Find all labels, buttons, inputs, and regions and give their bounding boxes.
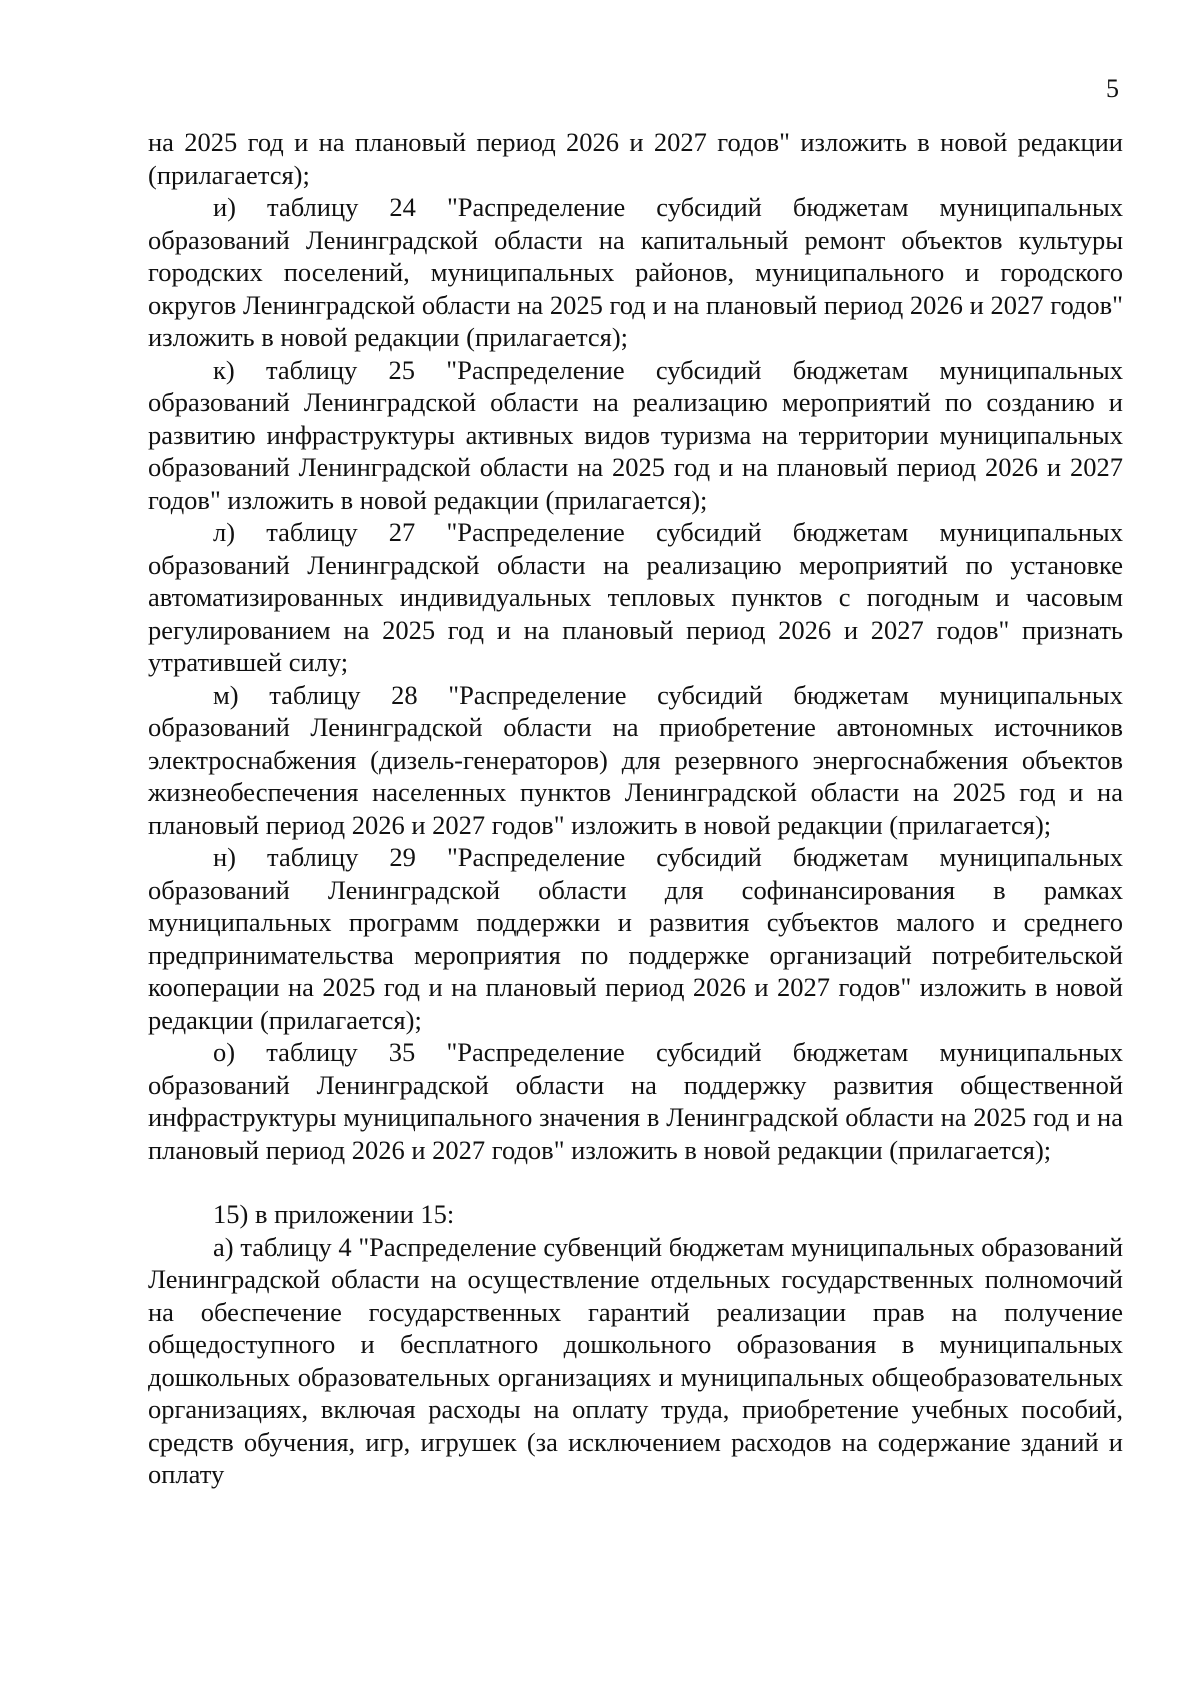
paragraph-continuation: на 2025 год и на плановый период 2026 и 2027 годов" изложить в новой редакции (прилагается); bbox=[148, 127, 1123, 190]
paragraph-item-o: о) таблицу 35 "Распределение субсидий бюджетам муниципальных образований Ленинградской области на поддержку развития общественной инфраструктуры муниципального значения в Ленинградской области на 2025 год и на плановый период 2026 и 2027 годов" изложить в новой редакции (прилагается); bbox=[148, 1037, 1123, 1165]
paragraph-item-n: н) таблицу 29 "Распределение субсидий бюджетам муниципальных образований Ленинградской области для софинансирования в рамках муниципальных программ поддержки и развития субъектов малого и среднего предпринимательства мероприятия по поддержке организаций потребительской кооперации на 2025 год и на плановый период 2026 и 2027 годов" изложить в новой редакции (прилагается); bbox=[148, 842, 1123, 1035]
paragraph-item-m: м) таблицу 28 "Распределение субсидий бюджетам муниципальных образований Ленинградской области на приобретение автономных источников электроснабжения (дизель-генераторов) для резервного энергоснабжения объектов жизнеобеспечения населенных пунктов Ленинградской области на 2025 год и на плановый период 2026 и 2027 годов" изложить в новой редакции (прилагается); bbox=[148, 679, 1123, 840]
paragraph-item-k: к) таблицу 25 "Распределение субсидий бюджетам муниципальных образований Ленинградской области на реализацию мероприятий по созданию и развитию инфраструктуры активных видов туризма на территории муниципальных образований Ленинградской области на 2025 год и на плановый период 2026 и 2027 годов" изложить в новой редакции (прилагается); bbox=[148, 354, 1123, 515]
paragraph-item-l: л) таблицу 27 "Распределение субсидий бюджетам муниципальных образований Ленинградской области на реализацию мероприятий по установке автоматизированных индивидуальных тепловых пунктов с погодным и часовым регулированием на 2025 год и на плановый период 2026 и 2027 годов" признать утратившей силу; bbox=[148, 517, 1123, 677]
section-heading-15: 15) в приложении 15: bbox=[213, 1199, 455, 1229]
paragraph-item-i: и) таблицу 24 "Распределение субсидий бюджетам муниципальных образований Ленинградской области на капитальный ремонт объектов культуры городских поселений, муниципальных районов, муниципального и городского округов Ленинградской области на 2025 год и на плановый период 2026 и 2027 годов" изложить в новой редакции (прилагается); bbox=[148, 192, 1123, 352]
document-body bbox=[148, 126, 1123, 1491]
page-number: 5 bbox=[1106, 74, 1119, 103]
paragraph-item-a: а) таблицу 4 "Распределение субвенций бюджетам муниципальных образований Ленинградской области на осуществление отдельных государственных полномочий на обеспечение государственных гарантий реализации прав на получение общедоступного и бесплатного дошкольного образования в муниципальных дошкольных образовательных организациях и муниципальных общеобразовательных организациях, включая расходы на оплату труда, приобретение учебных пособий, средств обучения, игр, игрушек (за исключением расходов на содержание зданий и оплату bbox=[148, 1231, 1123, 1489]
